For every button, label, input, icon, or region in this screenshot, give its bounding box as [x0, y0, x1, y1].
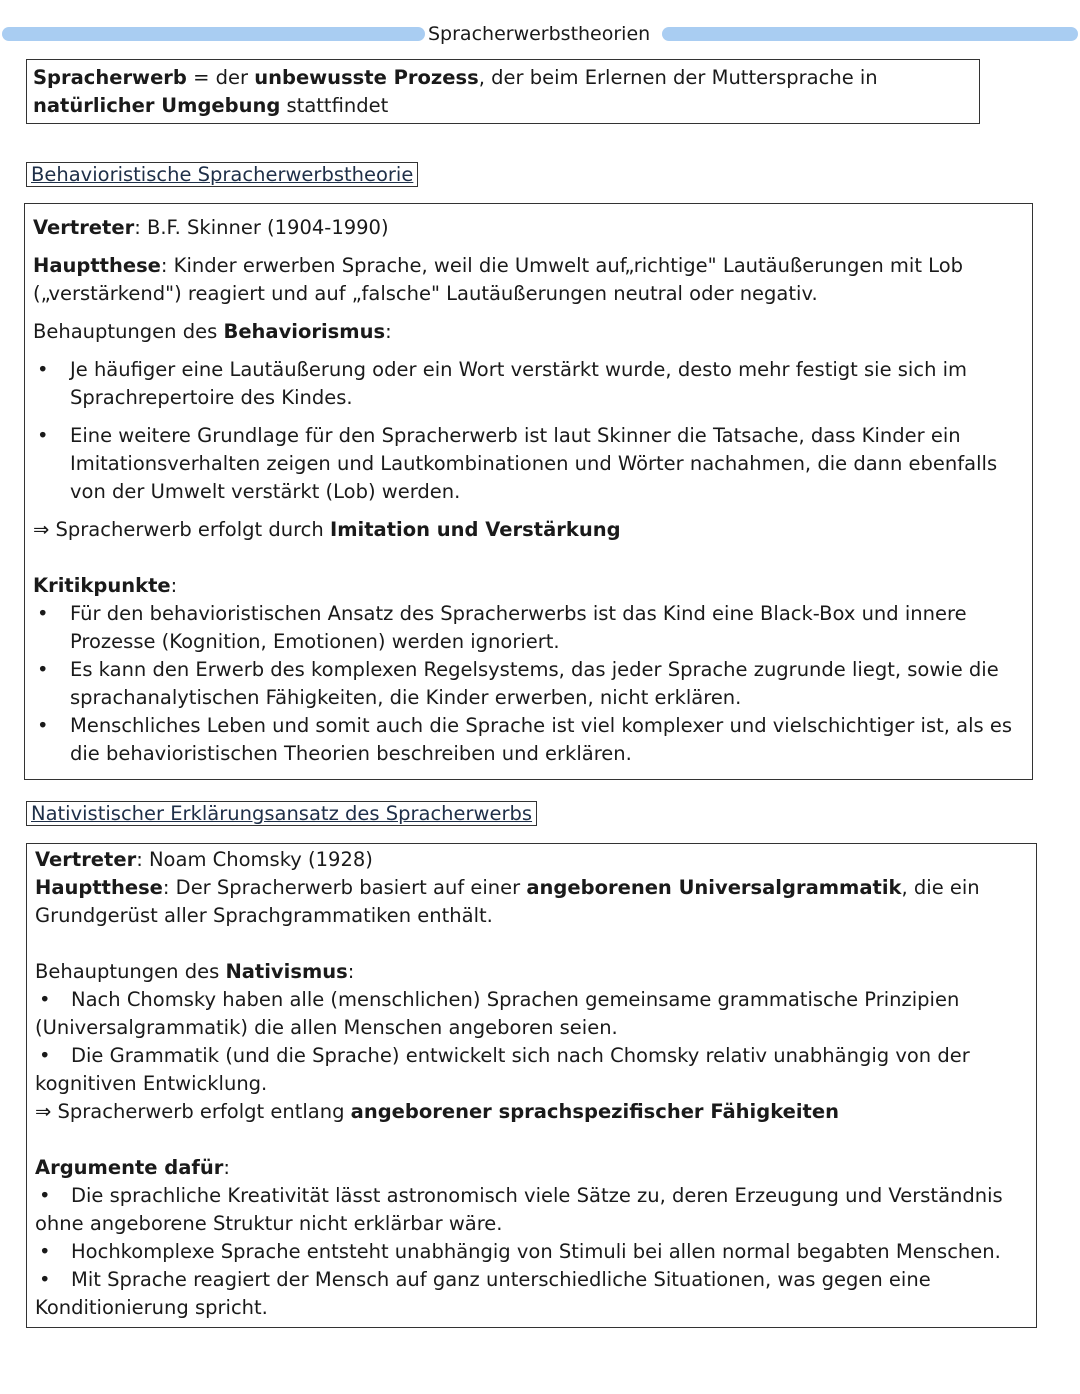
- nativism-claims-heading: [35, 958, 1028, 986]
- rep-label: Vertreter: [35, 848, 137, 871]
- list-item-text: Die Grammatik (und die Sprache) entwickelt sich nach Chomsky relativ unabhängig von der kognitiven Entwicklung.: [35, 1044, 970, 1095]
- thesis-post: , die ein Grundgerüst aller Sprachgrammatiken enthält.: [35, 876, 980, 927]
- definition-text: [33, 64, 973, 120]
- list-item: [35, 1266, 1028, 1322]
- rep-value: : Noam Chomsky (1928): [136, 848, 373, 871]
- list-item: [33, 656, 1024, 712]
- behaviorism-representative: [33, 214, 1024, 242]
- behaviorism-critique-heading: [33, 572, 1024, 600]
- behaviorism-thesis: [33, 252, 1024, 308]
- nativism-representative: [35, 846, 1028, 874]
- list-item-text: Je häufiger eine Lautäußerung oder ein Wort verstärkt wurde, desto mehr festigt sie sich im Sprachrepertoire des Kindes.: [70, 358, 968, 409]
- critique-colon: :: [170, 574, 178, 597]
- header-decoration-right: [662, 27, 1078, 41]
- section-heading-behaviorism: Behavioristische Spracherwerbstheorie: [26, 162, 418, 187]
- bullet-icon: •: [37, 424, 49, 447]
- behaviorism-conclusion: [33, 516, 1024, 544]
- section-heading-nativism: Nativistischer Erklärungsansatz des Spracherwerbs: [26, 801, 537, 826]
- bullet-icon: •: [37, 714, 49, 737]
- nativism-thesis: [35, 874, 1028, 930]
- bullet-icon: •: [37, 358, 49, 381]
- conclusion-prefix: ⇒ Spracherwerb erfolgt entlang: [35, 1100, 351, 1123]
- bullet-icon: •: [39, 1044, 51, 1067]
- conclusion-bold: angeborener sprachspezifischer Fähigkeiten: [350, 1100, 839, 1123]
- thesis-label: Hauptthese: [35, 876, 163, 899]
- behaviorism-box: [24, 203, 1033, 780]
- list-item-text: Die sprachliche Kreativität lässt astronomisch viele Sätze zu, deren Erzeugung und Verständnis ohne angeborene Struktur nicht erklärbar wäre.: [35, 1184, 1003, 1235]
- list-item: [33, 600, 1024, 656]
- claims-suffix: :: [347, 960, 355, 983]
- list-item: [35, 1182, 1028, 1238]
- arguments-label: Argumente dafür: [35, 1156, 224, 1179]
- bullet-icon: •: [37, 602, 49, 625]
- nativism-conclusion: [35, 1098, 1028, 1126]
- conclusion-bold: Imitation und Verstärkung: [329, 518, 621, 541]
- bullet-icon: •: [37, 658, 49, 681]
- list-item: [33, 712, 1024, 768]
- behaviorism-claims-heading: [33, 318, 1024, 346]
- definition-box: [26, 59, 980, 124]
- list-item: [35, 986, 1028, 1042]
- list-item-text: Für den behavioristischen Ansatz des Spracherwerbs ist das Kind eine Black-Box und innere Prozesse (Kognition, Emotionen) werden ignoriert.: [70, 602, 967, 653]
- header-decoration-left: [2, 27, 425, 41]
- list-item: [33, 422, 1024, 506]
- claims-prefix: Behauptungen des: [33, 320, 224, 343]
- list-item: [33, 356, 1024, 412]
- list-item-text: Hochkomplexe Sprache entsteht unabhängig von Stimuli bei allen normal begabten Menschen.: [71, 1240, 1001, 1263]
- list-item-text: Mit Sprache reagiert der Mensch auf ganz unterschiedliche Situationen, was gegen eine Konditionierung spricht.: [35, 1268, 931, 1319]
- rep-value: : B.F. Skinner (1904-1990): [134, 216, 389, 239]
- bullet-icon: •: [39, 1268, 51, 1291]
- definition-end: stattfindet: [280, 94, 389, 117]
- bullet-icon: •: [39, 988, 51, 1011]
- definition-bold-1: unbewusste Prozess: [254, 66, 479, 89]
- list-item: [35, 1238, 1028, 1266]
- definition-term: Spracherwerb: [33, 66, 187, 89]
- nativism-arguments-heading: [35, 1154, 1028, 1182]
- list-item-text: Menschliches Leben und somit auch die Sprache ist viel komplexer und vielschichtiger ist, als es die behavioristischen Theorien beschreiben und erklären.: [70, 714, 1013, 765]
- thesis-value: : Kinder erwerben Sprache, weil die Umwelt auf„richtige" Lautäußerungen mit Lob („verstärkend") reagiert und auf „falsche" Lautäußerungen neutral oder negativ.: [33, 254, 964, 305]
- bullet-icon: •: [39, 1240, 51, 1263]
- behaviorism-claims-list: [33, 356, 1024, 506]
- claims-prefix: Behauptungen des: [35, 960, 226, 983]
- nativism-box: [26, 843, 1037, 1328]
- critique-label: Kritikpunkte: [33, 574, 171, 597]
- claims-bold: Nativismus: [225, 960, 348, 983]
- list-item-text: Eine weitere Grundlage für den Spracherwerb ist laut Skinner die Tatsache, dass Kinder ein Imitationsverhalten zeigen und Lautkombinationen und Wörter nachahmen, die dann ebenfalls von der Umwelt verstärkt (Lob) werden.: [70, 424, 998, 503]
- definition-eq: = der: [186, 66, 255, 89]
- bullet-icon: •: [39, 1184, 51, 1207]
- claims-bold: Behaviorismus: [223, 320, 386, 343]
- thesis-label: Hauptthese: [33, 254, 161, 277]
- definition-bold-2: natürlicher Umgebung: [33, 94, 281, 117]
- rep-label: Vertreter: [33, 216, 135, 239]
- thesis-bold: angeborenen Universalgrammatik: [526, 876, 902, 899]
- behaviorism-critique-list: [33, 600, 1024, 768]
- list-item: [35, 1042, 1028, 1098]
- page-title: Spracherwerbstheorien: [428, 23, 651, 45]
- list-item-text: Nach Chomsky haben alle (menschlichen) Sprachen gemeinsame grammatische Prinzipien (Universalgrammatik) die allen Menschen angeboren seien.: [35, 988, 960, 1039]
- list-item-text: Es kann den Erwerb des komplexen Regelsystems, das jeder Sprache zugrunde liegt, sowie die sprachanalytischen Fähigkeiten, die Kinder erwerben, nicht erklären.: [70, 658, 999, 709]
- conclusion-prefix: ⇒ Spracherwerb erfolgt durch: [33, 518, 330, 541]
- definition-mid: , der beim Erlernen der Muttersprache in: [478, 66, 878, 89]
- claims-suffix: :: [385, 320, 392, 343]
- arguments-colon: :: [223, 1156, 230, 1179]
- thesis-pre: : Der Spracherwerb basiert auf einer: [162, 876, 527, 899]
